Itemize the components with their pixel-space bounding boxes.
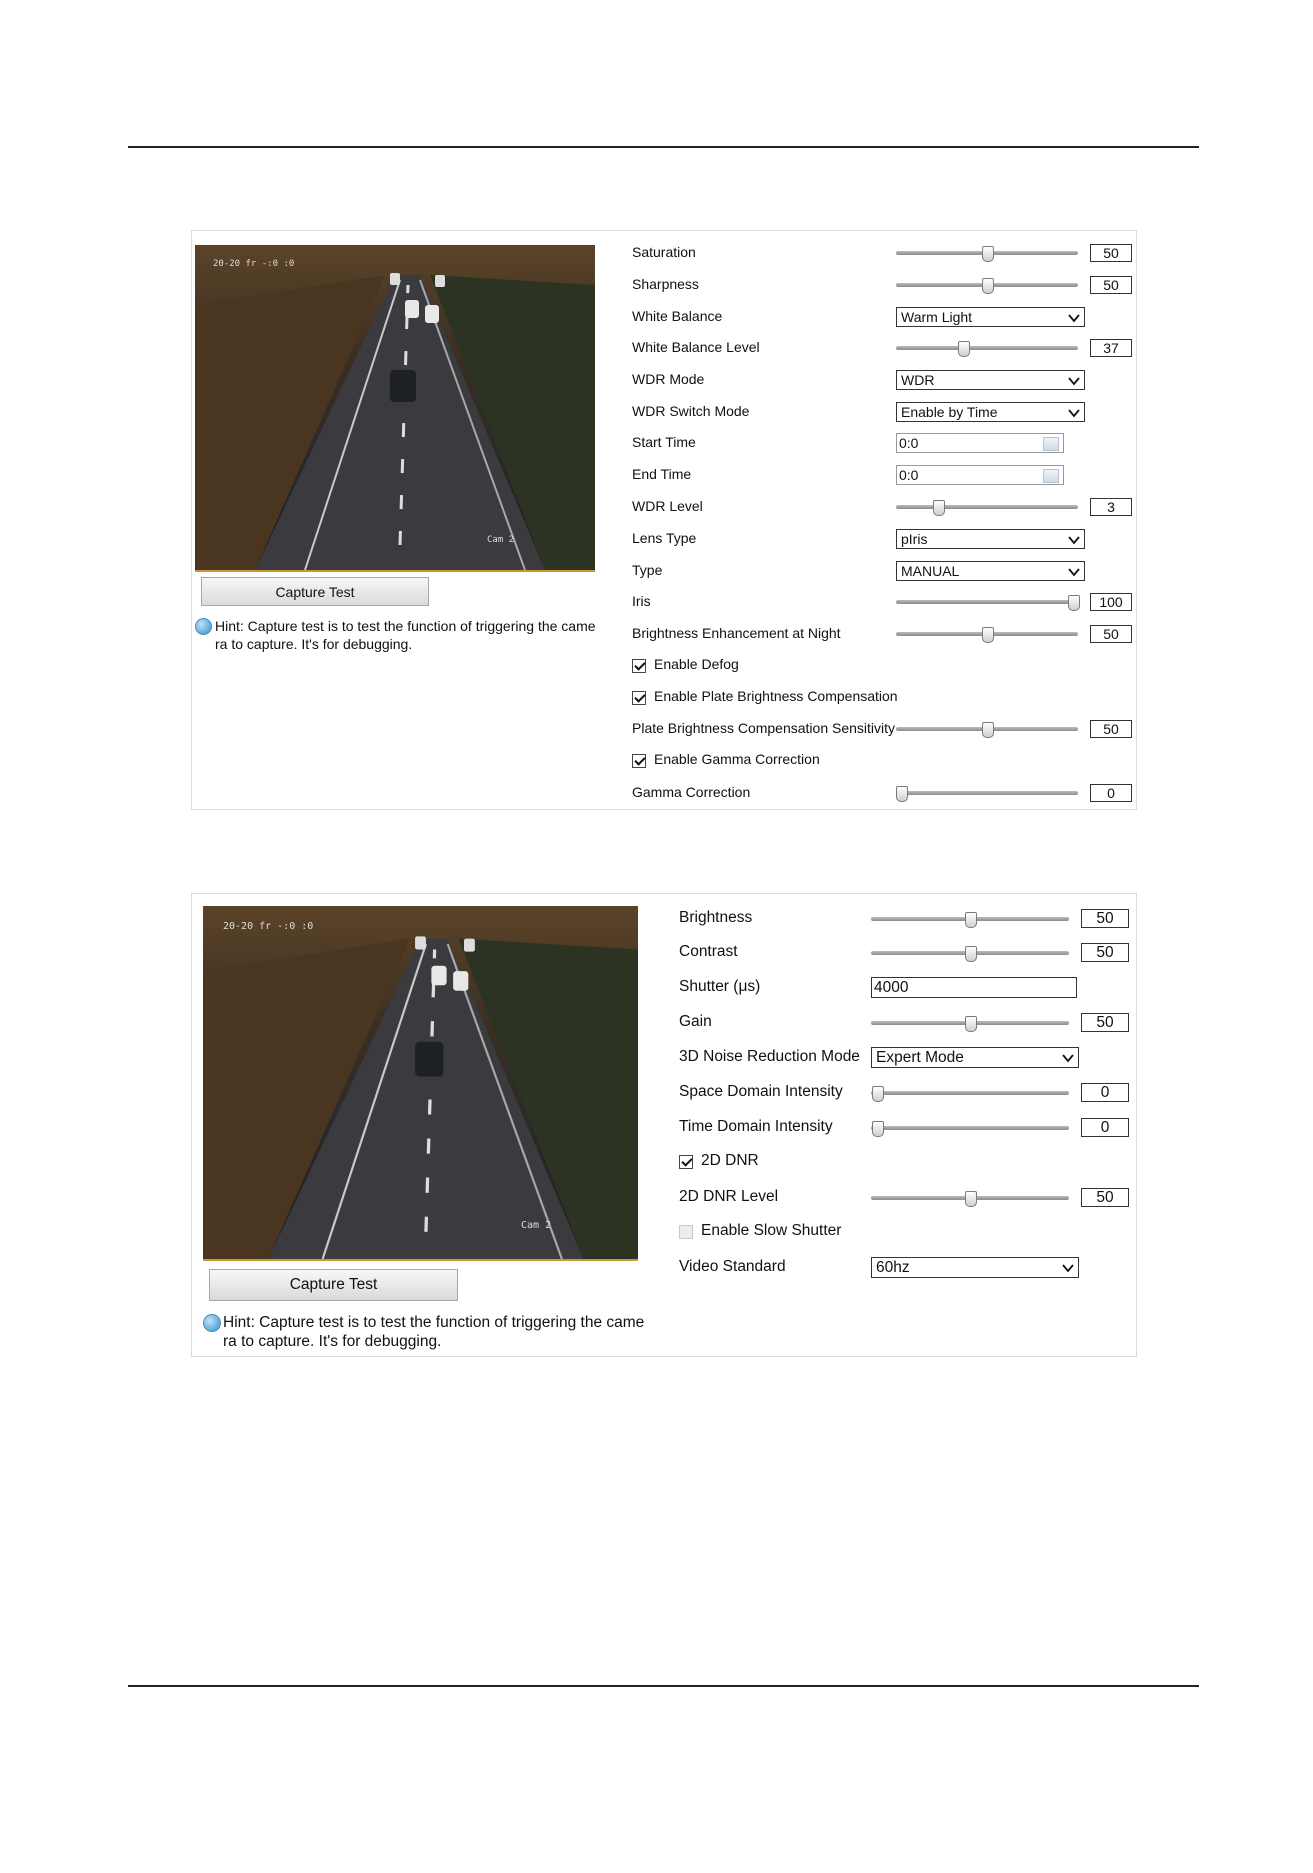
saturation-row (192, 243, 1136, 263)
dnr-2d-level-slider[interactable] (871, 1187, 1069, 1208)
space-domain-slider-thumb[interactable] (872, 1086, 884, 1102)
wdr-level-label: WDR Level (632, 498, 703, 514)
type-row (192, 561, 1136, 581)
wdr-mode-selected-value: WDR (901, 372, 935, 388)
lens-type-select[interactable] (896, 529, 1085, 549)
end-time-value: 0:0 (899, 467, 919, 483)
calendar-icon[interactable] (1043, 469, 1059, 483)
video-standard-select[interactable] (871, 1257, 1079, 1278)
chevron-down-icon[interactable] (1068, 308, 1080, 326)
image-settings-panel (191, 230, 1137, 810)
video-standard-row (192, 1257, 1136, 1278)
capture-test-button[interactable]: Capture Test (201, 577, 429, 606)
enable-defog-row (192, 656, 1136, 676)
brightness-enhancement-value[interactable]: 50 (1090, 625, 1132, 643)
iris-value[interactable]: 100 (1090, 593, 1132, 611)
contrast-label: Contrast (679, 943, 738, 960)
gamma-correction-slider[interactable] (896, 783, 1078, 803)
type-select[interactable] (896, 561, 1085, 581)
chevron-down-icon[interactable] (1068, 371, 1080, 389)
sharpness-row (192, 275, 1136, 295)
enable-gamma-row (192, 751, 1136, 771)
plate-brightness-sensitivity-slider-thumb[interactable] (982, 722, 994, 738)
hint-text-line2: ra to capture. It's for debugging. (223, 1333, 442, 1350)
contrast-slider-thumb[interactable] (965, 946, 977, 962)
iris-slider-track (896, 600, 1078, 604)
enable-plate-brightness-checkbox[interactable] (632, 691, 646, 705)
dnr-2d-row (192, 1152, 1136, 1173)
noise-reduction-mode-row (192, 1047, 1136, 1068)
osd-timestamp: 20-20 fr -:0 :0 (223, 921, 314, 932)
space-domain-row (192, 1082, 1136, 1103)
wdr-level-value[interactable]: 3 (1090, 498, 1132, 516)
gain-value[interactable]: 50 (1081, 1013, 1129, 1032)
white-balance-row (192, 307, 1136, 327)
chevron-down-icon[interactable] (1068, 530, 1080, 548)
brightness-slider-thumb[interactable] (965, 912, 977, 928)
enable-gamma-label: Enable Gamma Correction (654, 751, 820, 767)
header-rule (128, 146, 1199, 148)
enable-defog-checkbox[interactable] (632, 659, 646, 673)
space-domain-value[interactable]: 0 (1081, 1083, 1129, 1102)
plate-brightness-sensitivity-row (192, 719, 1136, 739)
hint-text-line1: Hint: Capture test is to test the function of triggering the came (215, 618, 596, 634)
white-balance-selected-value: Warm Light (901, 309, 973, 325)
start-time-value: 0:0 (899, 435, 919, 451)
hint-text-line2: ra to capture. It's for debugging. (215, 636, 413, 652)
dnr-2d-level-label: 2D DNR Level (679, 1188, 779, 1205)
brightness-row (192, 908, 1136, 929)
plate-brightness-sensitivity-slider[interactable] (896, 719, 1078, 739)
end-time-label: End Time (632, 466, 692, 482)
video-standard-label: Video Standard (679, 1258, 786, 1275)
gamma-correction-row (192, 783, 1136, 803)
contrast-slider[interactable] (871, 942, 1069, 963)
enable-defog-label: Enable Defog (654, 656, 739, 672)
lens-type-selected-value: pIris (901, 531, 928, 547)
dnr-2d-level-value[interactable]: 50 (1081, 1188, 1129, 1207)
saturation-value[interactable]: 50 (1090, 244, 1132, 262)
sharpness-value[interactable]: 50 (1090, 276, 1132, 294)
capture-test-button[interactable]: Capture Test (209, 1269, 458, 1301)
wdr-switch-mode-row (192, 402, 1136, 422)
time-domain-slider-thumb[interactable] (872, 1121, 884, 1137)
sharpness-label: Sharpness (632, 276, 699, 292)
chevron-down-icon[interactable] (1062, 1258, 1074, 1277)
dnr-2d-checkbox[interactable] (679, 1155, 693, 1169)
lens-type-row (192, 529, 1136, 549)
sharpness-slider[interactable] (896, 275, 1078, 295)
gamma-correction-value[interactable]: 0 (1090, 784, 1132, 802)
noise-reduction-mode-select[interactable] (871, 1047, 1079, 1068)
wdr-switch-mode-select[interactable] (896, 402, 1085, 422)
brightness-enhancement-label: Brightness Enhancement at Night (632, 625, 841, 641)
white-balance-level-label: White Balance Level (632, 339, 760, 355)
plate-brightness-sensitivity-label: Plate Brightness Compensation Sensitivity (632, 720, 896, 736)
wdr-switch-mode-label: WDR Switch Mode (632, 403, 750, 419)
end-time-row (192, 465, 1136, 485)
wdr-switch-mode-selected-value: Enable by Time (901, 404, 998, 420)
slow-shutter-checkbox[interactable] (679, 1225, 693, 1239)
enable-plate-brightness-row (192, 688, 1136, 708)
shutter-label: Shutter (μs) (679, 978, 761, 995)
time-domain-slider-track (871, 1126, 1069, 1130)
shutter-value: 4000 (874, 979, 909, 996)
wdr-mode-select[interactable] (896, 370, 1085, 390)
space-domain-slider-track (871, 1091, 1069, 1095)
end-time-input[interactable] (896, 465, 1064, 485)
lens-type-label: Lens Type (632, 530, 697, 546)
white-balance-level-slider[interactable] (896, 338, 1078, 358)
white-balance-level-slider-thumb[interactable] (958, 341, 970, 357)
time-domain-slider[interactable] (871, 1117, 1069, 1138)
slow-shutter-label: Enable Slow Shutter (701, 1222, 842, 1239)
dnr-2d-level-slider-thumb[interactable] (965, 1191, 977, 1207)
shutter-input[interactable] (871, 977, 1077, 998)
gain-slider[interactable] (871, 1012, 1069, 1033)
gamma-correction-label: Gamma Correction (632, 784, 751, 800)
chevron-down-icon[interactable] (1068, 403, 1080, 421)
iris-label: Iris (632, 593, 651, 609)
footer-rule (128, 1685, 1199, 1687)
enable-plate-brightness-label: Enable Plate Brightness Compensation (654, 688, 898, 704)
wdr-level-slider-track (896, 505, 1078, 509)
white-balance-level-slider-track (896, 346, 1078, 350)
brightness-slider[interactable] (871, 908, 1069, 929)
saturation-slider-thumb[interactable] (982, 246, 994, 262)
noise-reduction-mode-selected-value: Expert Mode (876, 1049, 964, 1066)
sharpness-slider-thumb[interactable] (982, 278, 994, 294)
dnr-2d-level-row (192, 1187, 1136, 1208)
brightness-enhancement-row (192, 624, 1136, 644)
exposure-settings-panel (191, 893, 1137, 1357)
white-balance-level-row (192, 338, 1136, 358)
wdr-level-slider[interactable] (896, 497, 1078, 517)
contrast-value[interactable]: 50 (1081, 943, 1129, 962)
capture-hint (203, 1313, 663, 1351)
slow-shutter-row (192, 1222, 1136, 1243)
contrast-row (192, 942, 1136, 963)
start-time-row (192, 433, 1136, 453)
wdr-mode-label: WDR Mode (632, 371, 705, 387)
gain-row (192, 1012, 1136, 1033)
dnr-2d-label: 2D DNR (701, 1152, 759, 1169)
saturation-slider[interactable] (896, 243, 1078, 263)
brightness-enhancement-slider-thumb[interactable] (982, 627, 994, 643)
start-time-input[interactable] (896, 433, 1064, 453)
plate-brightness-sensitivity-value[interactable]: 50 (1090, 720, 1132, 738)
iris-slider-thumb[interactable] (1068, 595, 1080, 611)
white-balance-select[interactable] (896, 307, 1085, 327)
time-domain-value[interactable]: 0 (1081, 1118, 1129, 1137)
wdr-level-row (192, 497, 1136, 517)
enable-gamma-checkbox[interactable] (632, 754, 646, 768)
noise-reduction-mode-label: 3D Noise Reduction Mode (679, 1048, 860, 1065)
chevron-down-icon[interactable] (1062, 1048, 1074, 1067)
time-domain-label: Time Domain Intensity (679, 1118, 833, 1135)
white-balance-level-value[interactable]: 37 (1090, 339, 1132, 357)
space-domain-label: Space Domain Intensity (679, 1083, 843, 1100)
hint-text-line1: Hint: Capture test is to test the function of triggering the came (223, 1314, 645, 1331)
chevron-down-icon[interactable] (1068, 562, 1080, 580)
calendar-icon[interactable] (1043, 437, 1059, 451)
osd-camera-name: Cam 2 (487, 535, 515, 545)
type-selected-value: MANUAL (901, 563, 960, 579)
type-label: Type (632, 562, 663, 578)
gamma-correction-slider-thumb[interactable] (896, 786, 908, 802)
saturation-label: Saturation (632, 244, 696, 260)
osd-camera-name: Cam 2 (521, 1220, 552, 1231)
time-domain-row (192, 1117, 1136, 1138)
brightness-label: Brightness (679, 909, 753, 926)
wdr-mode-row (192, 370, 1136, 390)
gamma-correction-slider-track (896, 791, 1078, 795)
osd-timestamp: 20-20 fr -:0 :0 (213, 259, 295, 269)
video-standard-selected-value: 60hz (876, 1259, 910, 1276)
iris-row (192, 592, 1136, 612)
shutter-row (192, 977, 1136, 998)
iris-slider[interactable] (896, 592, 1078, 612)
gain-label: Gain (679, 1013, 712, 1030)
space-domain-slider[interactable] (871, 1082, 1069, 1103)
brightness-enhancement-slider[interactable] (896, 624, 1078, 644)
brightness-value[interactable]: 50 (1081, 909, 1129, 928)
white-balance-label: White Balance (632, 308, 723, 324)
gain-slider-thumb[interactable] (965, 1016, 977, 1032)
start-time-label: Start Time (632, 434, 696, 450)
info-bubble-icon (203, 1314, 221, 1332)
wdr-level-slider-thumb[interactable] (933, 500, 945, 516)
